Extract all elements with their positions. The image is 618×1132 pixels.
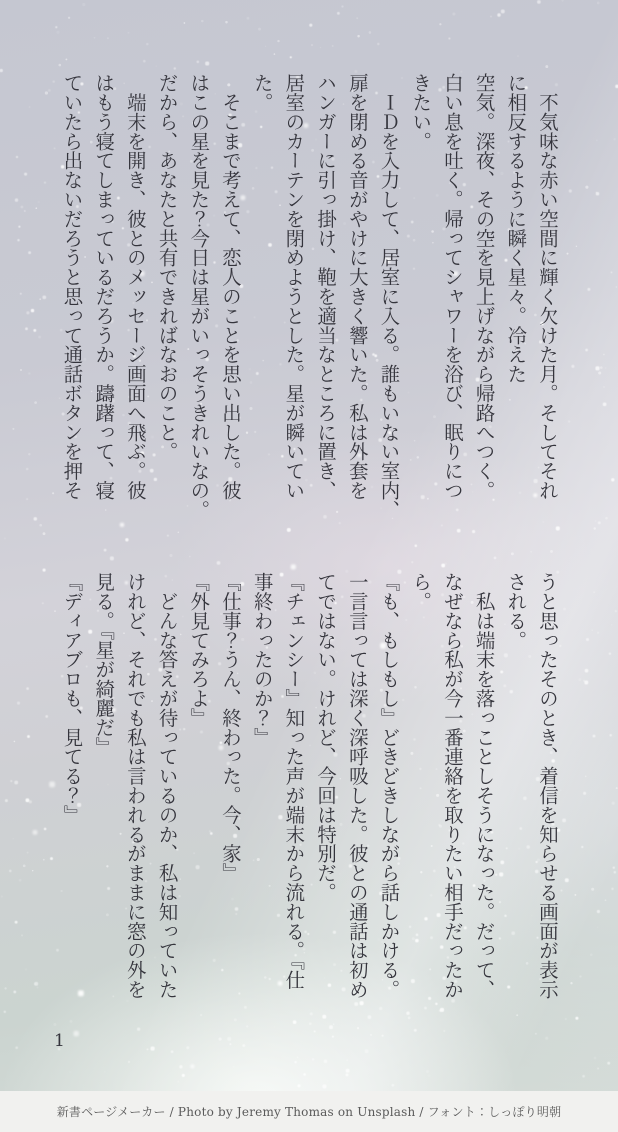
text-column: 一言言っては深く深呼吸した。彼との通話は初め — [345, 572, 369, 999]
text-column: 空気。深夜、その空を見上げながら帰路へつく。 — [472, 73, 496, 500]
text-column: 扉を閉める音がやけに大きく響いた。私は外套を — [345, 73, 369, 500]
text-column: 居室のカーテンを閉めようとした。星が瞬いてい — [282, 73, 306, 500]
text-column: けれど、それでも私は言われるがままに窓の外を — [123, 572, 147, 999]
page-number: 1 — [54, 1031, 65, 1051]
text-column: はもう寝てしまっているだろうか。躊躇って、寝 — [92, 73, 116, 500]
text-column: なぜなら私が今一番連絡を取りたい相手だったか — [440, 572, 464, 999]
text-column: ら。 — [409, 572, 433, 611]
text-column: 不気味な赤い空間に輝く欠けた月。そしてそれ — [536, 73, 559, 500]
text-column: ハンガーに引っ掛け、鞄を適当なところに置き、 — [314, 73, 338, 500]
text-column: た。 — [250, 73, 274, 112]
text-column: される。 — [504, 572, 528, 650]
text-column: 『も、もしもし』どきどきしながら話しかける。 — [377, 572, 401, 999]
text-column: てではない。けれど、今回は特別だ。 — [314, 572, 338, 902]
text-band-2 — [56, 572, 563, 999]
text-band-1 — [56, 73, 563, 520]
text-column: きたい。 — [409, 73, 433, 151]
footer-credit-text: 新書ページメーカー / Photo by Jeremy Thomas on Unsplash / フォント：しっぽり明朝 — [56, 1105, 562, 1119]
text-column: どんな答えが待っているのか、私は知っていた — [155, 572, 179, 999]
text-column: 端末を開き、彼とのメッセージ画面へ飛ぶ。彼 — [123, 73, 147, 500]
text-column: はこの星を見た？今日は星がいっそうきれいなの。 — [187, 73, 211, 520]
text-column: 白い息を吐く。帰ってシャワーを浴び、眠りにつ — [440, 73, 464, 500]
text-column: そこまで考えて、恋人のことを思い出した。彼 — [218, 73, 242, 500]
text-column: 『仕事？うん、終わった。今、家』 — [218, 572, 242, 883]
starfield-stars — [0, 0, 1, 1]
text-column: に相反するように瞬く星々。冷えた — [504, 73, 528, 384]
footer-credit-bar — [0, 1091, 618, 1132]
text-column: 『ディアブロも、見てる？』 — [60, 572, 84, 825]
text-column: うと思ったそのとき、着信を知らせる画面が表示 — [536, 572, 559, 999]
text-column: 事終わったのか？』 — [250, 572, 274, 747]
text-column: 私は端末を落っことしそうになった。だって、 — [472, 572, 496, 999]
text-column: だから、あなたと共有できればなおのこと。 — [155, 73, 179, 461]
text-column: 見る。『星が綺麗だ』 — [92, 572, 116, 757]
text-column: 『チェンシー』知った声が端末から流れる。『仕 — [282, 572, 306, 990]
text-column: 『外見てみろよ』 — [187, 572, 211, 728]
text-column: ＩＤを入力して、居室に入る。誰もいない室内、 — [377, 73, 401, 520]
text-column: ていたら出ないだろうと思って通話ボタンを押そ — [60, 73, 84, 500]
